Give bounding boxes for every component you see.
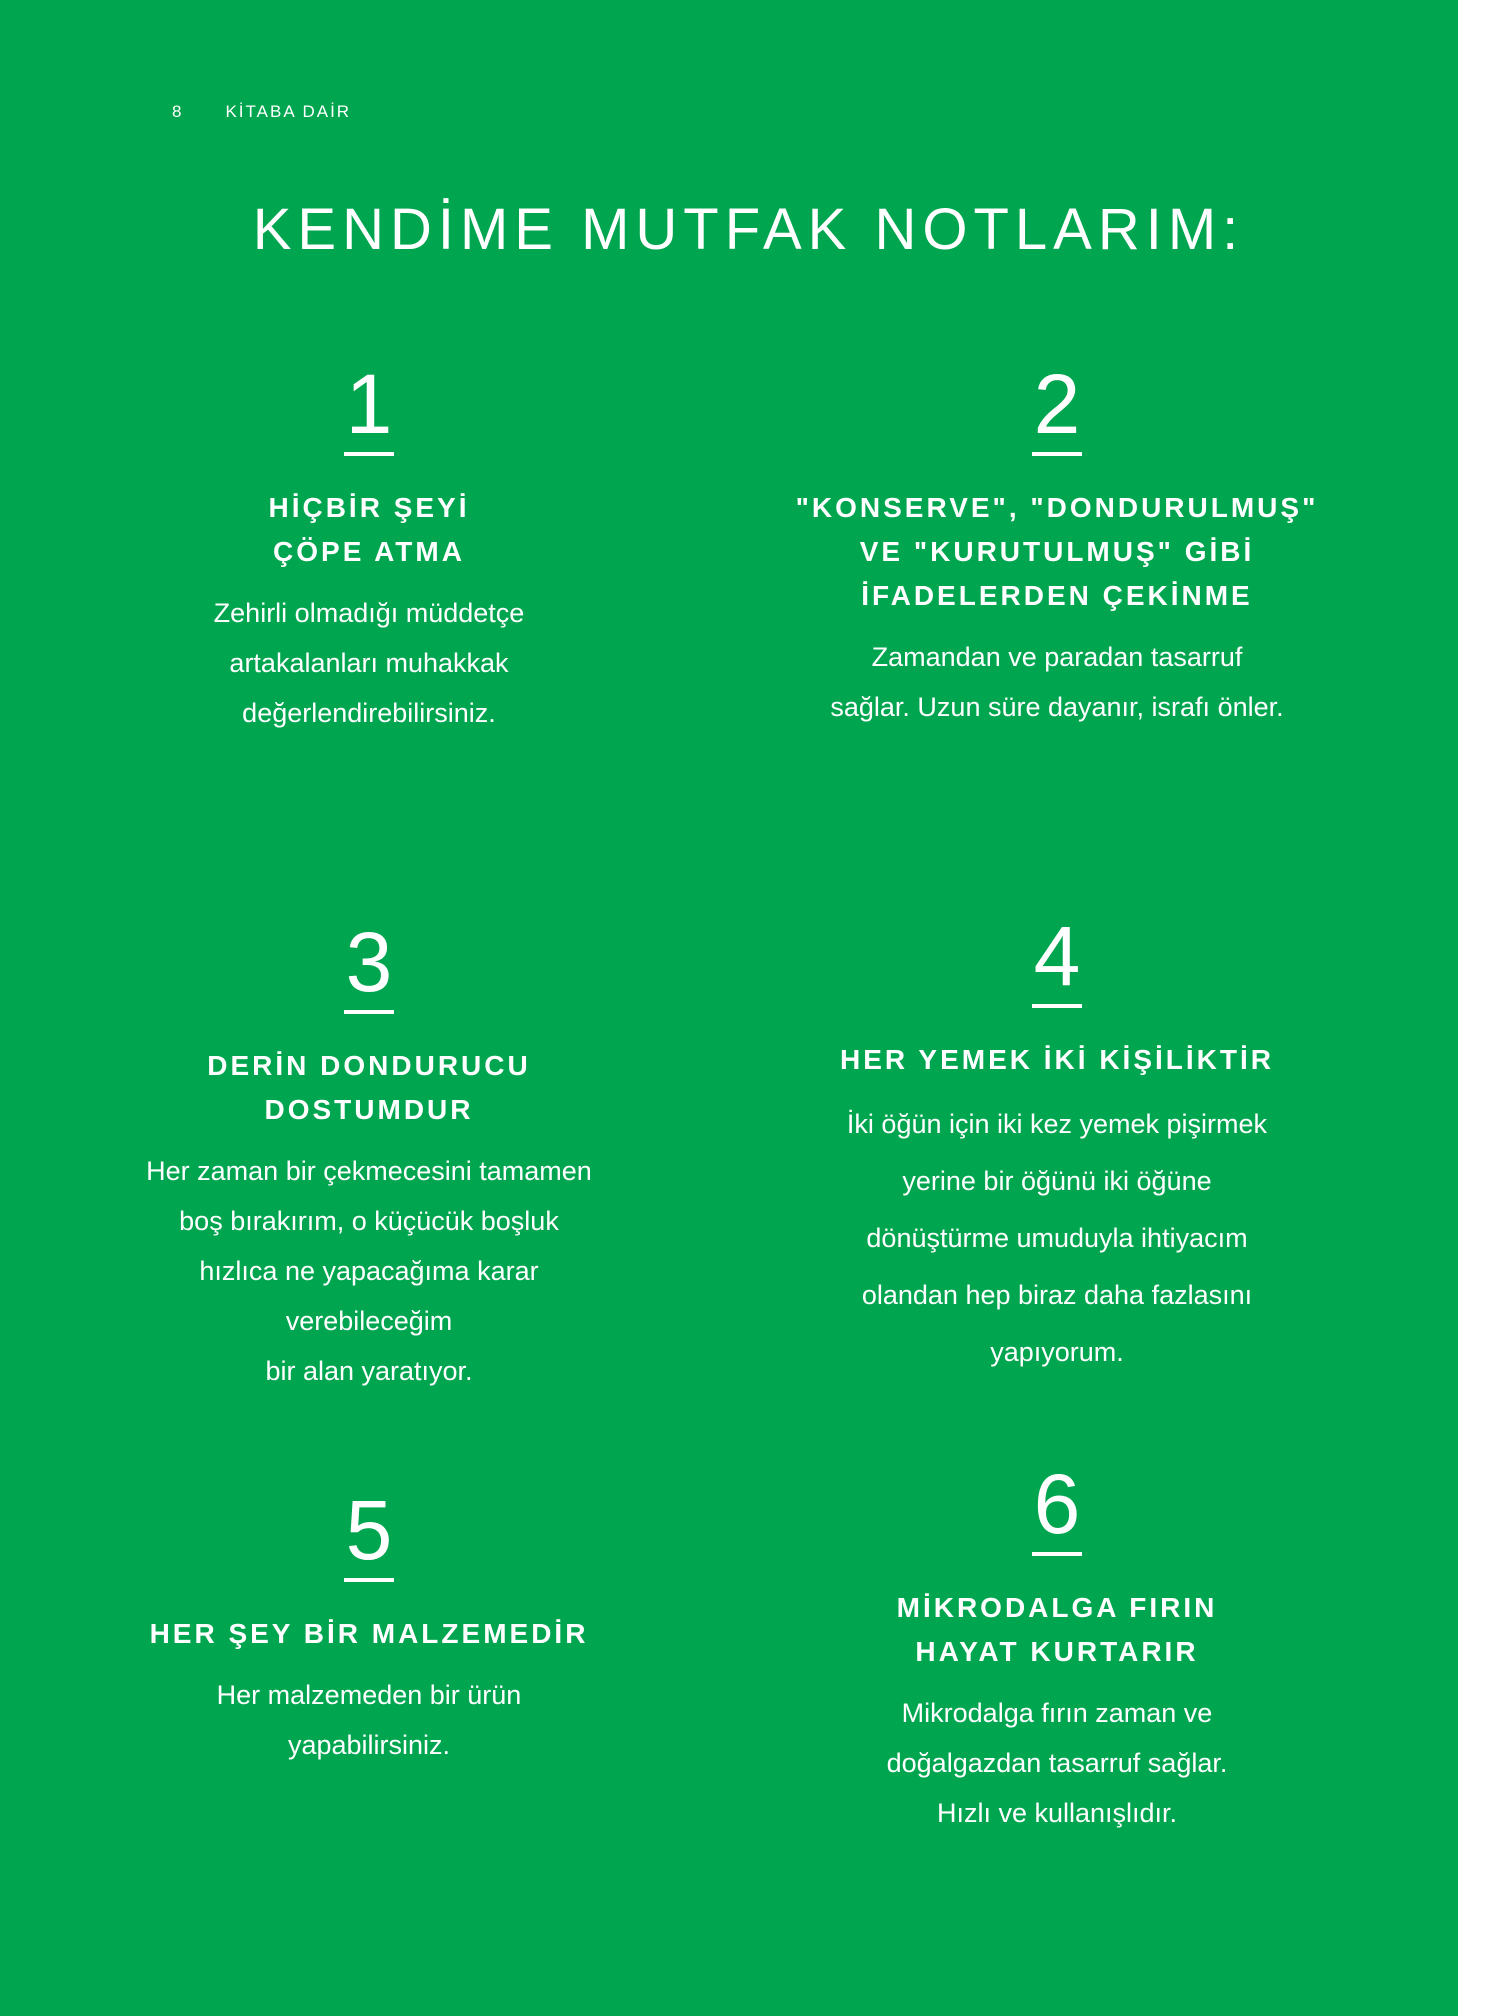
note-body: Zamandan ve paradan tasarruf sağlar. Uzun süre dayanır, israfı önler. bbox=[830, 642, 1284, 722]
number-underline bbox=[1032, 1552, 1082, 1556]
note-heading: HER ŞEY BİR MALZEMEDİR bbox=[149, 1618, 589, 1649]
note-6 bbox=[737, 1457, 1377, 1838]
note-body: Her zaman bir çekmecesini tamamen boş bırakırım, o küçücük boşluk hızlıca ne yapacağıma karar verebileceğim bir alan yaratıyor. bbox=[146, 1156, 592, 1386]
note-5 bbox=[49, 1483, 689, 1770]
number-underline bbox=[1032, 1004, 1082, 1008]
note-number: 4 bbox=[1033, 909, 1081, 1003]
note-number: 6 bbox=[1033, 1457, 1081, 1551]
number-underline bbox=[344, 1578, 394, 1582]
note-number: 2 bbox=[1033, 357, 1081, 451]
running-head bbox=[172, 102, 351, 122]
note-number: 3 bbox=[345, 915, 393, 1009]
note-1 bbox=[49, 357, 689, 738]
note-heading: DERİN DONDURUCU DOSTUMDUR bbox=[207, 1050, 531, 1125]
number-underline bbox=[1032, 452, 1082, 456]
note-3 bbox=[49, 915, 689, 1396]
note-heading: HİÇBİR ŞEYİ ÇÖPE ATMA bbox=[268, 492, 470, 567]
note-heading: MİKRODALGA FIRIN HAYAT KURTARIR bbox=[896, 1592, 1218, 1667]
number-underline bbox=[344, 452, 394, 456]
note-body: Her malzemeden bir ürün yapabilirsiniz. bbox=[216, 1680, 522, 1760]
page-edge bbox=[1458, 0, 1497, 2016]
note-heading: "KONSERVE", "DONDURULMUŞ" VE "KURUTULMUŞ" GİBİ İFADELERDEN ÇEKİNME bbox=[795, 492, 1319, 611]
note-number: 1 bbox=[345, 357, 393, 451]
note-number: 5 bbox=[345, 1483, 393, 1577]
number-underline bbox=[344, 1010, 394, 1014]
note-4 bbox=[737, 909, 1377, 1381]
note-body: İki öğün için iki kez yemek pişirmek yerine bir öğünü iki öğüne dönüştürme umuduyla ihtiyacım olandan hep biraz daha fazlasını yapıyorum. bbox=[846, 1109, 1268, 1367]
note-body: Zehirli olmadığı müddetçe artakalanları muhakkak değerlendirebilirsiniz. bbox=[213, 598, 525, 728]
page-number: 8 bbox=[172, 102, 184, 121]
note-heading: HER YEMEK İKİ KİŞİLİKTİR bbox=[840, 1044, 1274, 1075]
note-body: Mikrodalga fırın zaman ve doğalgazdan tasarruf sağlar. Hızlı ve kullanışlıdır. bbox=[886, 1698, 1228, 1828]
note-2 bbox=[737, 357, 1377, 732]
section-label: KİTABA DAİR bbox=[225, 102, 352, 121]
page-title: KENDİME MUTFAK NOTLARIM: bbox=[252, 197, 1245, 262]
